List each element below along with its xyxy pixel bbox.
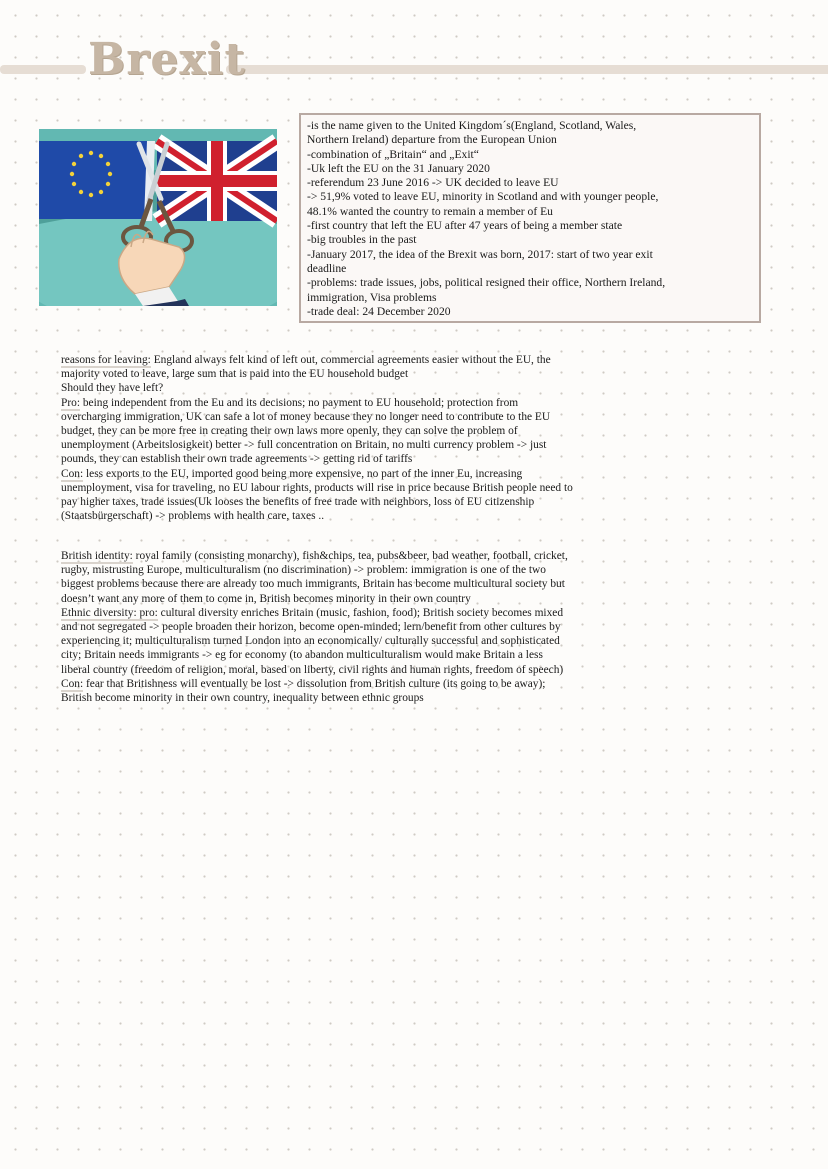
- fact-line: Northern Ireland) departure from the European Union: [307, 133, 557, 147]
- identity-line: biggest problems because there are already too much immigrants, Britain has become multicultural society but: [61, 578, 565, 591]
- identity-con-text: fear that Britishness will eventually be lost -> dissolution from British culture (its going to be away);: [83, 677, 546, 690]
- con-text: less exports to the EU, imported good being more expensive, no part of the inner Eu, increasing: [83, 467, 523, 480]
- title-underline-left: [0, 65, 86, 74]
- identity-line: doesn’t want any more of them to come in, British becomes minority in their own country: [61, 592, 471, 605]
- fact-line: immigration, Visa problems: [307, 290, 437, 304]
- brexit-illustration: [39, 129, 277, 306]
- identity-section: [61, 549, 721, 705]
- fact-line: -big troubles in the past: [307, 233, 417, 247]
- con-line: (Staatsbürgerschaft) -> problems with health care, taxes ..: [61, 510, 325, 523]
- fact-line: -Uk left the EU on the 31 January 2020: [307, 161, 490, 175]
- pro-line: unemployment (Arbeitslosigkeit) better -> full concentration on Britain, no multi currency problem -> just: [61, 439, 547, 452]
- fact-line: -referendum 23 June 2016 -> UK decided to leave EU: [307, 176, 559, 190]
- con-line: unemployment, visa for traveling, no EU labour rights, products will rise in price because British people need to: [61, 481, 573, 494]
- identity-con-label: Con:: [61, 677, 84, 690]
- identity-con-line: British become minority in their own country, inequality between ethnic groups: [61, 692, 424, 705]
- page-title: Brexit: [88, 34, 246, 85]
- diversity-line: liberal country (freedom of religion, moral, based on liberty, civil rights and human rights, freedom of speech): [61, 663, 564, 676]
- fact-line: -> 51,9% voted to leave EU, minority in Scotland and with younger people,: [307, 190, 659, 204]
- fact-line: -problems: trade issues, jobs, political resigned their office, Northern Ireland,: [307, 276, 666, 290]
- con-line: pay higher taxes, trade issues(Uk looses the benefits of free trade with neighbors, loss of EU citizenship: [61, 496, 535, 509]
- reasons-text: England always felt kind of left out, commercial agreements easier without the EU, the: [150, 354, 551, 366]
- reasons-line: [61, 353, 721, 367]
- diversity-line: city; Britain needs immigrants -> eg for economy (to abandon multiculturalism would make Britain a less: [61, 649, 543, 662]
- reasons-line: majority voted to leave, large sum that is paid into the EU household budget: [61, 368, 409, 381]
- diversity-line: [61, 606, 721, 620]
- title-underline-right: [226, 65, 828, 74]
- reasons-label: reasons for leaving:: [61, 354, 151, 366]
- con-label: Con:: [61, 467, 84, 480]
- reasons-section: [61, 353, 721, 523]
- identity-con-line: [61, 677, 721, 691]
- union-jack: [157, 141, 277, 221]
- fact-line: 48.1% wanted the country to remain a member of Eu: [307, 204, 553, 218]
- fact-line: -first country that left the EU after 47 years of being a member state: [307, 219, 623, 233]
- pro-line: budget, they can be more free in creating their own laws more openly, they can solve the problem of: [61, 425, 518, 438]
- fact-line: -is the name given to the United Kingdom´s(England, Scotland, Wales,: [307, 119, 637, 132]
- identity-label: British identity:: [61, 550, 133, 562]
- identity-text: royal family (consisting monarchy), fish&chips, tea, pubs&beer, bad weather, football, cricket,: [132, 550, 568, 562]
- pro-text: being independent from the Eu and its decisions; no payment to EU household; protection from: [80, 396, 519, 409]
- diversity-line: and not segregated -> people broaden their horizon, become open-minded; lern/benefit from other cultures by: [61, 621, 561, 634]
- fact-line: -January 2017, the idea of the Brexit was born, 2017: start of two year exit: [307, 247, 653, 261]
- reasons-question: Should they have left?: [61, 382, 164, 395]
- fact-line: deadline: [307, 261, 347, 275]
- diversity-text: cultural diversity enriches Britain (music, fashion, food); British society becomes mixed: [157, 606, 564, 619]
- identity-line: [61, 549, 721, 563]
- pro-line: pounds, they can establish their own trade agreements -> getting rid of tariffs: [61, 453, 413, 466]
- diversity-label: Ethnic diversity: pro:: [61, 606, 158, 619]
- pro-label: Pro:: [61, 396, 80, 409]
- pro-line: overcharging immigration, UK can safe a lot of money because they no longer need to contribute to the EU: [61, 410, 551, 423]
- diversity-line: experiencing it; multiculturalism turned London into an economically/ culturally successful and sophisticated: [61, 635, 560, 648]
- fact-line: -combination of „Britain“ and „Exit“: [307, 147, 479, 161]
- fact-line: -trade deal: 24 December 2020: [307, 304, 451, 318]
- identity-line: rugby, mistrusting Europe, multiculturalism (no discrimination) -> problem: immigration is one of the two: [61, 564, 546, 577]
- con-line: [61, 467, 721, 481]
- brexit-facts-box: [299, 113, 761, 323]
- pro-line: [61, 396, 721, 410]
